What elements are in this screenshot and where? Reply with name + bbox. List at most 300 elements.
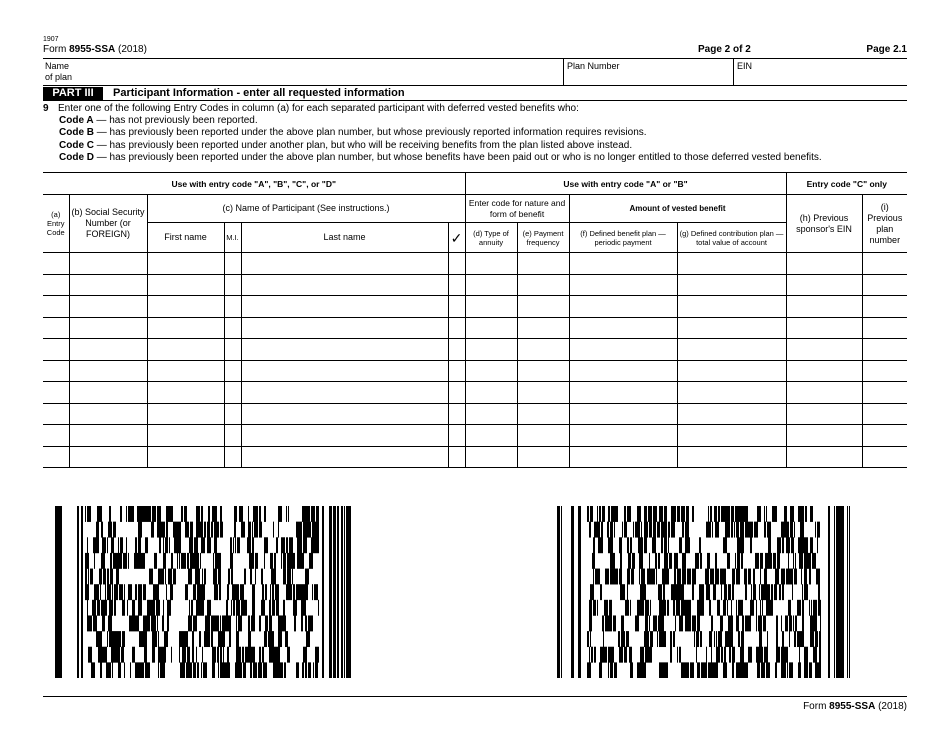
barcode-bar (706, 647, 707, 663)
entry-cell[interactable] (69, 339, 147, 361)
barcode-bar (578, 506, 581, 678)
barcode-bar (137, 506, 141, 522)
barcode-bar (817, 522, 820, 538)
barcode-bar (259, 647, 260, 663)
barcode-bar (725, 522, 727, 538)
barcode-bar (163, 662, 165, 678)
entry-cell[interactable] (147, 274, 224, 296)
entry-cell[interactable] (517, 446, 569, 468)
entry-cell[interactable] (241, 425, 448, 447)
barcode-bar (600, 647, 602, 663)
barcode-bar (154, 553, 157, 569)
barcode-bar (90, 615, 92, 631)
barcode-bar (105, 584, 106, 600)
barcode-bar (723, 662, 726, 678)
entry-cell[interactable] (241, 253, 448, 275)
barcode-bar (276, 647, 280, 663)
entry-cell[interactable] (448, 425, 465, 447)
entry-cell[interactable] (43, 446, 69, 468)
barcode-bar (204, 522, 206, 538)
barcode-bar (122, 600, 124, 616)
barcode-bar (278, 506, 282, 522)
entry-cell[interactable] (569, 403, 677, 425)
barcode-bar (151, 615, 154, 631)
barcode-bar (811, 600, 812, 616)
barcode-bar (287, 553, 290, 569)
barcode-bar (645, 615, 648, 631)
barcode-bar (653, 506, 654, 522)
barcode-bar (163, 569, 164, 585)
entry-cell[interactable] (465, 253, 517, 275)
entry-cell[interactable] (677, 425, 786, 447)
barcode-bar (640, 584, 644, 600)
barcode-bar (682, 553, 686, 569)
barcode-bar (734, 522, 735, 538)
entry-cell[interactable] (43, 382, 69, 404)
entry-cell[interactable] (677, 317, 786, 339)
entry-cell[interactable] (448, 403, 465, 425)
entry-cell[interactable] (224, 446, 241, 468)
entry-cell[interactable] (147, 253, 224, 275)
barcode-bar (87, 600, 88, 616)
ein-field[interactable]: EIN (733, 59, 907, 86)
barcode-bar (627, 506, 628, 522)
entry-cell[interactable] (465, 382, 517, 404)
barcode-bar (259, 506, 261, 522)
entry-cell[interactable] (224, 360, 241, 382)
barcode-bar (90, 647, 92, 663)
barcode-bar (296, 584, 300, 600)
barcode-bar (227, 584, 229, 600)
entry-cell[interactable] (465, 446, 517, 468)
barcode-bar (308, 615, 312, 631)
barcode-bar (790, 506, 794, 522)
barcode-bar (740, 647, 744, 663)
barcode-bar (206, 615, 208, 631)
entry-cell[interactable] (569, 274, 677, 296)
entry-cell[interactable] (786, 296, 862, 318)
barcode-bar (765, 553, 768, 569)
entry-cell[interactable] (677, 253, 786, 275)
entry-cell[interactable] (448, 274, 465, 296)
barcode-bar (748, 647, 752, 663)
plan-name-field[interactable]: Name of plan (45, 61, 73, 82)
entry-cell[interactable] (43, 317, 69, 339)
barcode-bar (704, 662, 707, 678)
barcode-bar (714, 631, 715, 647)
barcode-bar (205, 615, 206, 631)
barcode-bar (163, 600, 164, 616)
entry-cell[interactable] (569, 360, 677, 382)
entry-cell[interactable] (786, 253, 862, 275)
barcode-bar (661, 522, 664, 538)
barcode-bar (594, 553, 595, 569)
entry-cell[interactable] (224, 317, 241, 339)
entry-cell[interactable] (569, 317, 677, 339)
entry-cell[interactable] (862, 425, 907, 447)
entry-cell[interactable] (69, 274, 147, 296)
barcode-bar (680, 584, 682, 600)
entry-cell[interactable] (569, 446, 677, 468)
barcode-bar (627, 584, 628, 600)
barcode-bar (273, 662, 277, 678)
barcode-bar (732, 569, 735, 585)
barcode-bar (745, 615, 749, 631)
barcode-bar (166, 506, 169, 522)
barcode-bar (745, 522, 747, 538)
barcode-bar (151, 600, 155, 616)
entry-cell[interactable] (786, 274, 862, 296)
barcode-bar (612, 537, 613, 553)
barcode-bar (143, 631, 147, 647)
entry-cell[interactable] (448, 296, 465, 318)
entry-cell[interactable] (147, 403, 224, 425)
entry-cell[interactable] (147, 382, 224, 404)
barcode-bar (800, 662, 801, 678)
barcode-bar (764, 522, 766, 538)
barcode-bar (644, 584, 646, 600)
barcode-bar (270, 553, 273, 569)
entry-cell[interactable] (43, 296, 69, 318)
barcode-bar (692, 584, 694, 600)
barcode-bar (96, 631, 100, 647)
barcode-bar (120, 584, 123, 600)
barcode-bar (305, 569, 309, 585)
entry-cell[interactable] (69, 317, 147, 339)
barcode-bar (192, 647, 194, 663)
barcode-bar (737, 553, 740, 569)
entry-cell[interactable] (517, 296, 569, 318)
entry-cell[interactable] (448, 253, 465, 275)
barcode-bar (622, 647, 623, 663)
entry-cell[interactable] (224, 253, 241, 275)
barcode-bar (214, 506, 217, 522)
barcode-bar (162, 615, 164, 631)
barcode-bar (226, 600, 228, 616)
barcode-bar (251, 615, 255, 631)
barcode-bar (259, 615, 261, 631)
footer-rule (43, 696, 907, 697)
barcode-bar (184, 553, 186, 569)
barcode-bar (736, 662, 737, 678)
barcode-bar (675, 615, 676, 631)
barcode-bar (589, 600, 592, 616)
barcode-bar (156, 600, 160, 616)
entry-cell[interactable] (569, 296, 677, 318)
entry-cell[interactable] (677, 296, 786, 318)
entry-cell[interactable] (677, 360, 786, 382)
barcode-bar (114, 647, 116, 663)
entry-cell[interactable] (786, 425, 862, 447)
barcode-bar (233, 600, 235, 616)
barcode-bar (283, 600, 285, 616)
entry-cell[interactable] (862, 317, 907, 339)
entry-cell[interactable] (677, 403, 786, 425)
entry-cell[interactable] (43, 339, 69, 361)
col-g-defined-contribution: (g) Defined contribution plan — total value of account (677, 223, 786, 253)
barcode-bar (640, 537, 642, 553)
barcode-bar (635, 522, 636, 538)
barcode-bar (631, 569, 634, 585)
barcode-bar (798, 662, 800, 678)
entry-cell[interactable] (517, 403, 569, 425)
entry-cell[interactable] (786, 403, 862, 425)
entry-cell[interactable] (147, 425, 224, 447)
entry-cell[interactable] (448, 446, 465, 468)
barcode-bar (55, 506, 58, 678)
barcode-bar (97, 600, 100, 616)
barcode-bar (243, 647, 244, 663)
barcode-bar (614, 522, 615, 538)
entry-cell[interactable] (69, 382, 147, 404)
barcode-bar (98, 647, 99, 663)
barcode-bar (252, 600, 253, 616)
entry-cell[interactable] (69, 446, 147, 468)
entry-cell[interactable] (224, 382, 241, 404)
entry-cell[interactable] (569, 425, 677, 447)
barcode-bar (804, 647, 808, 663)
entry-cell[interactable] (862, 382, 907, 404)
barcode-bar (802, 584, 803, 600)
barcode-bar (715, 522, 719, 538)
barcode-bar (195, 553, 199, 569)
barcode-bar (188, 569, 192, 585)
barcode-bar (107, 631, 108, 647)
entry-cell[interactable] (677, 274, 786, 296)
entry-cell[interactable] (786, 382, 862, 404)
barcode-bar (239, 506, 243, 522)
barcode-bar (308, 662, 311, 678)
barcode-bar (659, 631, 662, 647)
entry-cell[interactable] (241, 446, 448, 468)
barcode-bar (87, 506, 88, 522)
entry-cell[interactable] (569, 382, 677, 404)
barcode-bar (220, 662, 224, 678)
barcode-bar (255, 569, 256, 585)
entry-cell[interactable] (43, 403, 69, 425)
entry-cell[interactable] (241, 317, 448, 339)
barcode-bar (727, 522, 730, 538)
barcode-bar (809, 662, 812, 678)
entry-cell[interactable] (465, 403, 517, 425)
entry-cell[interactable] (69, 296, 147, 318)
barcode-bar (650, 600, 651, 616)
participant-table (43, 172, 907, 468)
entry-cell[interactable] (465, 360, 517, 382)
barcode-bar (650, 631, 653, 647)
entry-cell[interactable] (69, 253, 147, 275)
entry-cell[interactable] (517, 317, 569, 339)
entry-cell[interactable] (241, 339, 448, 361)
form-top-code: 1907 (43, 36, 59, 43)
entry-cell[interactable] (241, 382, 448, 404)
entry-cell[interactable] (43, 425, 69, 447)
table-row (43, 296, 907, 318)
entry-cell[interactable] (147, 296, 224, 318)
barcode-bar (300, 584, 303, 600)
entry-cell[interactable] (465, 425, 517, 447)
barcode-bar (590, 584, 593, 600)
barcode-bar (214, 522, 217, 538)
entry-cell[interactable] (465, 296, 517, 318)
barcode-bar (123, 631, 125, 647)
entry-cell[interactable] (224, 296, 241, 318)
barcode-bar (110, 553, 112, 569)
entry-cell[interactable] (786, 339, 862, 361)
entry-cell[interactable] (517, 360, 569, 382)
barcode-bar (692, 569, 696, 585)
barcode-bar (797, 600, 801, 616)
barcode-bar (124, 662, 125, 678)
barcode-bar (815, 631, 817, 647)
entry-cell[interactable] (517, 274, 569, 296)
entry-cell[interactable] (43, 253, 69, 275)
barcode-bar (158, 631, 159, 647)
barcode-bar (815, 522, 816, 538)
barcode-bar (127, 600, 128, 616)
nature-form-header: Enter code for nature and form of benefit (465, 195, 569, 223)
barcode-bar (108, 615, 112, 631)
barcode-bar (288, 506, 289, 522)
barcode-bar (593, 584, 594, 600)
barcode-bar (738, 600, 740, 616)
barcode-bar (215, 553, 217, 569)
barcode-bar (285, 631, 288, 647)
entry-cell[interactable] (677, 339, 786, 361)
entry-cell[interactable] (69, 403, 147, 425)
barcode-bar (274, 600, 275, 616)
barcode-bar (789, 631, 790, 647)
entry-cell[interactable] (43, 274, 69, 296)
entry-cell[interactable] (862, 446, 907, 468)
barcode-bar (196, 522, 200, 538)
barcode-bar (247, 537, 251, 553)
barcode-bar (605, 647, 607, 663)
barcode-bar (677, 569, 681, 585)
entry-cell[interactable] (241, 360, 448, 382)
barcode-bar (731, 600, 732, 616)
entry-cell[interactable] (147, 446, 224, 468)
barcode-bar (236, 600, 240, 616)
barcode-bar (179, 647, 180, 663)
entry-cell[interactable] (517, 382, 569, 404)
plan-number-field[interactable]: Plan Number (563, 59, 733, 86)
entry-cell[interactable] (517, 253, 569, 275)
form-title: Form 8955-SSA (2018) (43, 44, 147, 55)
entry-cell[interactable] (69, 425, 147, 447)
entry-cell[interactable] (517, 425, 569, 447)
entry-cell[interactable] (241, 403, 448, 425)
barcode-bar (777, 553, 780, 569)
barcode-bar (208, 506, 210, 522)
entry-cell[interactable] (224, 425, 241, 447)
barcode-bar (230, 537, 232, 553)
barcode-bar (756, 647, 759, 663)
entry-cell[interactable] (569, 339, 677, 361)
entry-cell[interactable] (224, 403, 241, 425)
entry-cell[interactable] (241, 296, 448, 318)
barcode-bar (672, 506, 676, 522)
entry-cell[interactable] (786, 360, 862, 382)
barcode-bar (112, 662, 113, 678)
entry-cell[interactable] (677, 446, 786, 468)
barcode-bar (708, 522, 709, 538)
barcode-bar (243, 662, 246, 678)
entry-cell[interactable] (448, 339, 465, 361)
entry-cell[interactable] (862, 253, 907, 275)
barcode-bar (189, 537, 193, 553)
barcode-bar (130, 615, 131, 631)
barcode-bar (715, 553, 717, 569)
barcode-bar (241, 600, 244, 616)
barcode-bar (265, 662, 267, 678)
entry-cell[interactable] (465, 339, 517, 361)
barcode-bar (603, 647, 605, 663)
entry-cell[interactable] (465, 274, 517, 296)
entry-cell[interactable] (241, 274, 448, 296)
barcode-bar (106, 662, 108, 678)
barcode-bar (728, 615, 729, 631)
entry-cell[interactable] (786, 446, 862, 468)
entry-cell[interactable] (786, 317, 862, 339)
entry-cell[interactable] (448, 317, 465, 339)
barcode-bar (705, 569, 709, 585)
entry-cell[interactable] (43, 360, 69, 382)
entry-cell[interactable] (862, 296, 907, 318)
barcode-bar (682, 569, 686, 585)
entry-cell[interactable] (224, 274, 241, 296)
entry-cell[interactable] (69, 360, 147, 382)
barcode-bar (102, 615, 105, 631)
barcode-bar (651, 506, 652, 522)
barcode-bar (804, 553, 807, 569)
barcode-bar (292, 553, 295, 569)
entry-cell[interactable] (862, 274, 907, 296)
barcode-bar (194, 553, 195, 569)
barcode-bar (686, 506, 687, 522)
entry-cell[interactable] (677, 382, 786, 404)
entry-cell[interactable] (224, 339, 241, 361)
barcode-bar (772, 584, 773, 600)
entry-cell[interactable] (569, 253, 677, 275)
page-indicator: Page 2 of 2 (698, 44, 751, 55)
barcode-bar (718, 506, 720, 522)
barcode-bar (659, 662, 662, 678)
entry-cell[interactable] (147, 360, 224, 382)
entry-cell[interactable] (147, 339, 224, 361)
barcode-bar (192, 631, 194, 647)
barcode-bar (702, 584, 704, 600)
barcode-bar (293, 584, 295, 600)
barcode-bar (736, 615, 739, 631)
barcode-bar (201, 506, 203, 522)
barcode-bar (667, 553, 668, 569)
entry-cell[interactable] (448, 382, 465, 404)
entry-cell[interactable] (862, 360, 907, 382)
entry-cell[interactable] (517, 339, 569, 361)
entry-cell[interactable] (448, 360, 465, 382)
barcode-bar (625, 600, 629, 616)
entry-cell[interactable] (147, 317, 224, 339)
entry-cell[interactable] (862, 403, 907, 425)
col-d-annuity-type: (d) Type of annuity (465, 223, 517, 253)
barcode-bar (98, 506, 102, 522)
entry-cell[interactable] (465, 317, 517, 339)
barcode-bar (680, 537, 682, 553)
barcode-bar (801, 569, 802, 585)
barcode-bar (594, 600, 596, 616)
entry-cell[interactable] (862, 339, 907, 361)
